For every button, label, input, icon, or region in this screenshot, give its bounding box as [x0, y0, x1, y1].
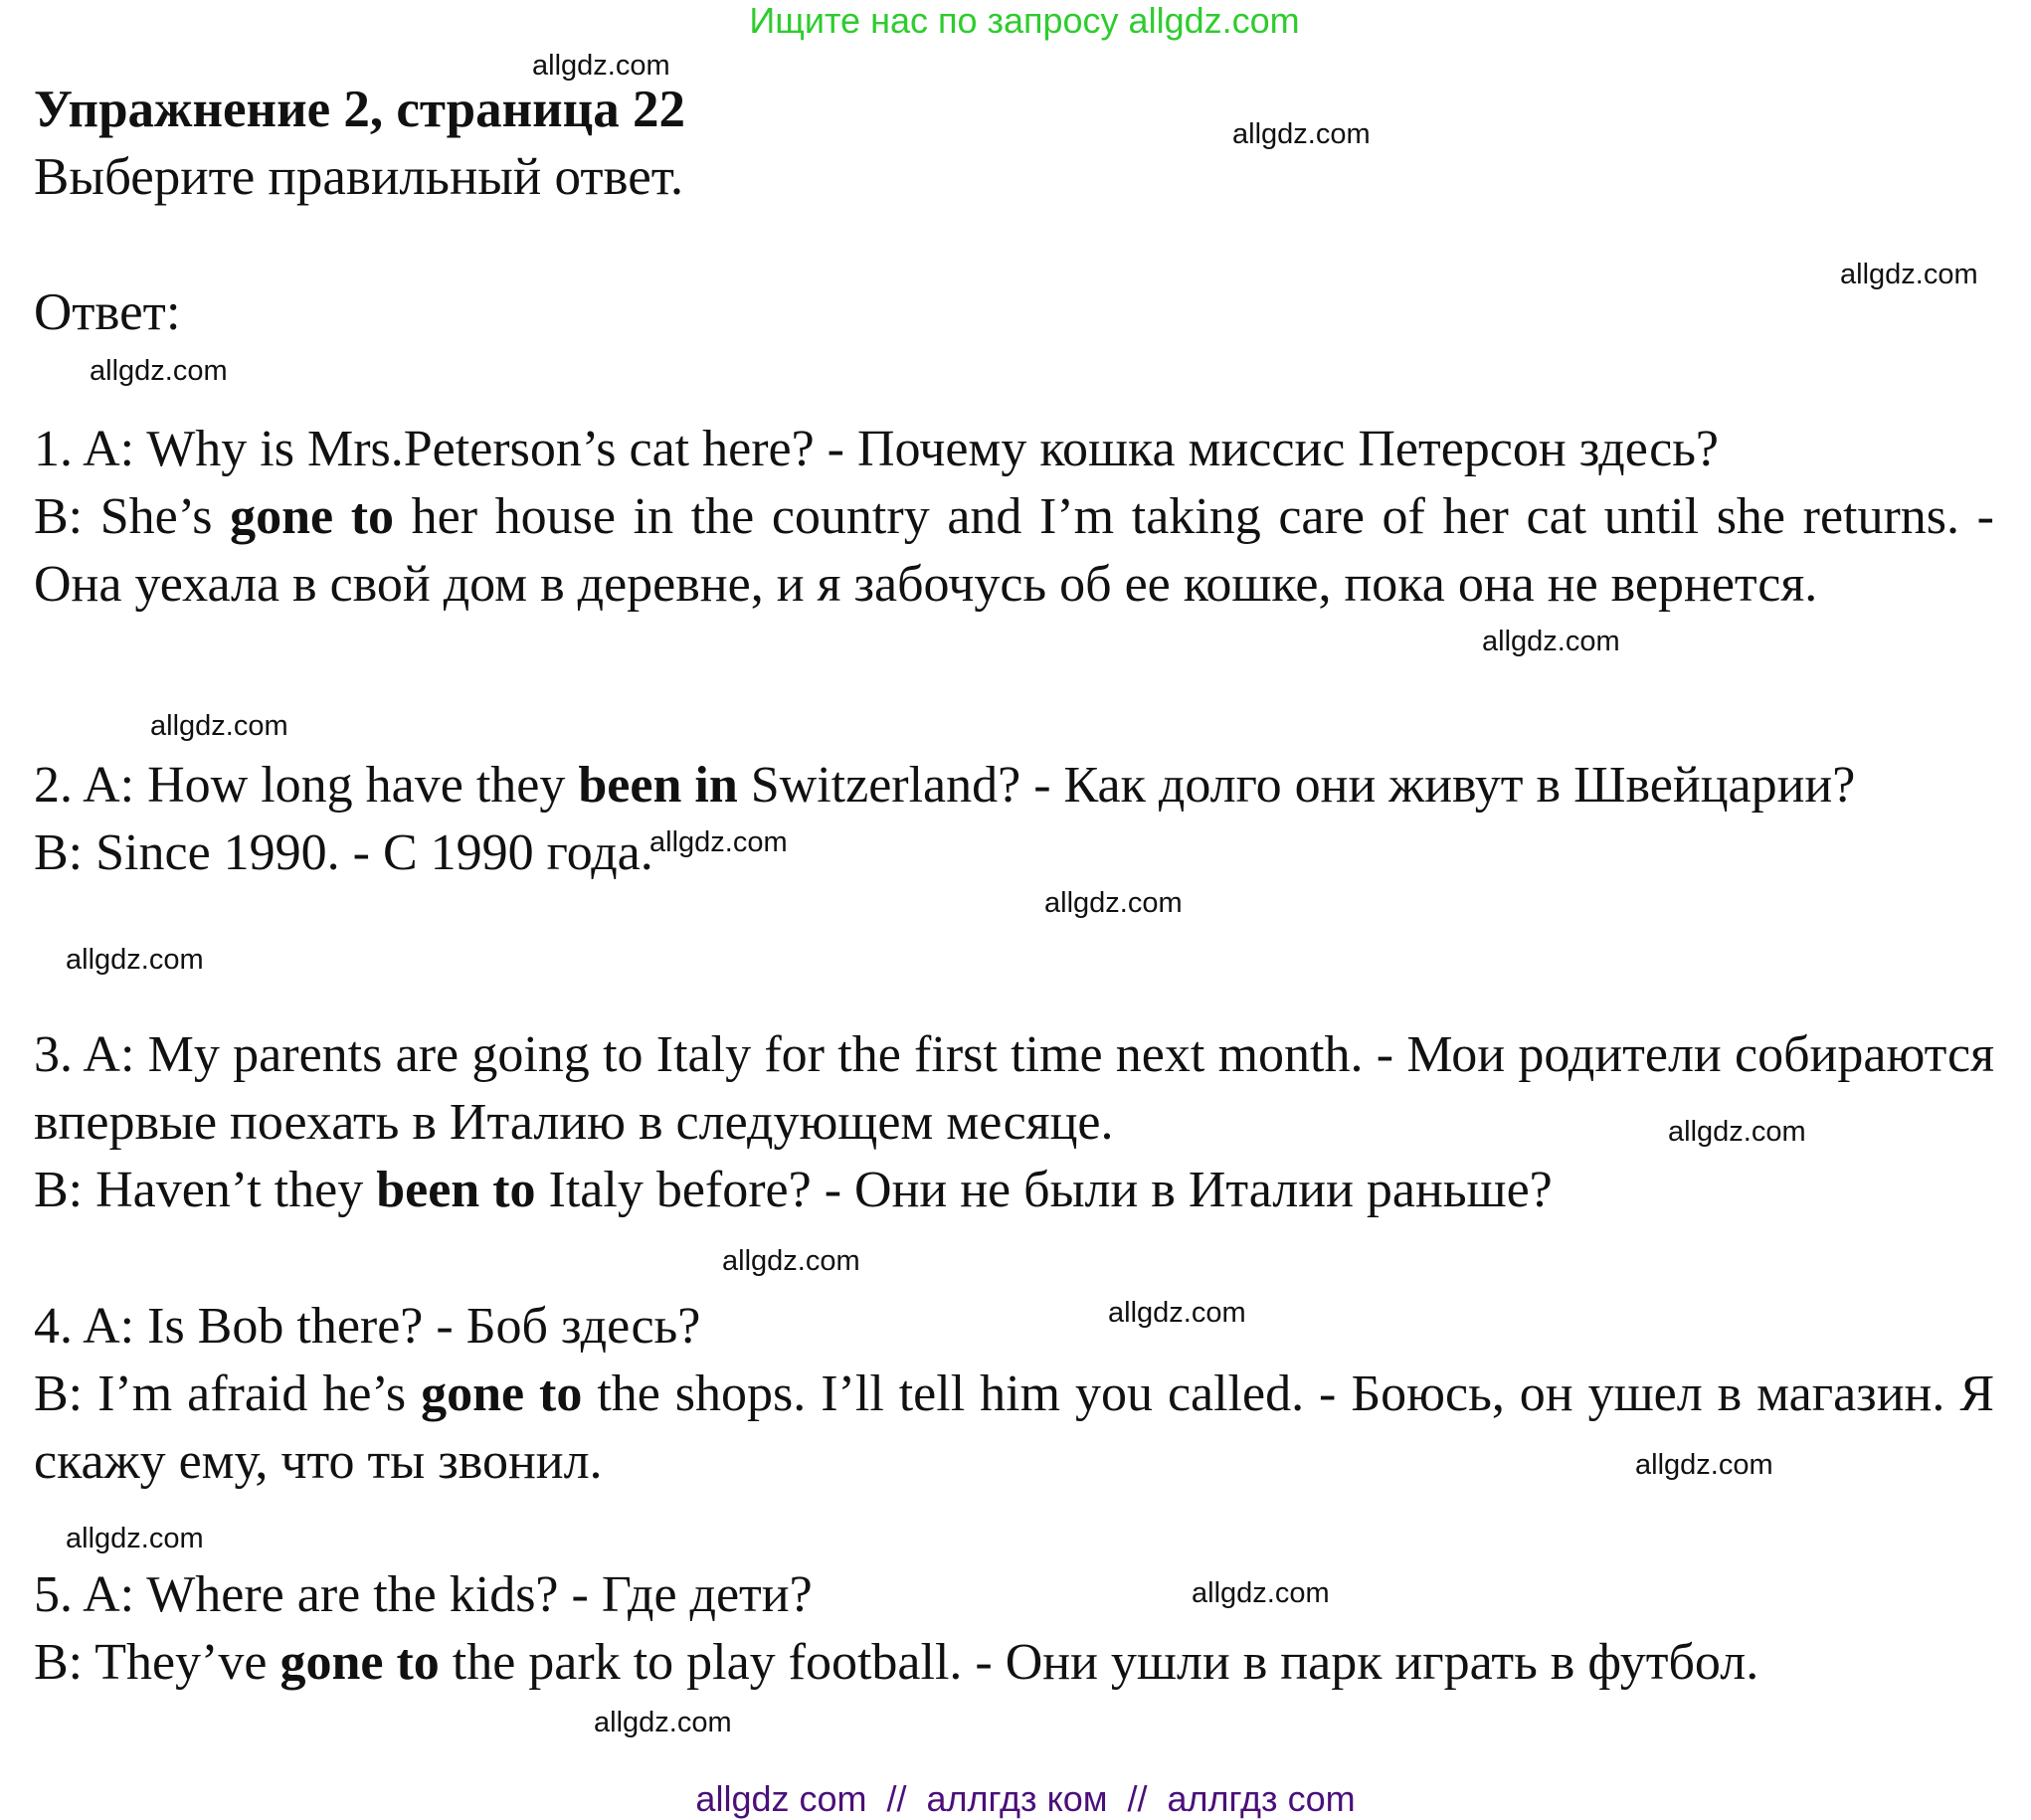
watermark: allgdz.com: [1192, 1577, 1330, 1609]
line-a: 5. A: Where are the kids? - Где дети?: [34, 1566, 813, 1623]
watermark: allgdz.com: [1232, 118, 1371, 150]
line-a: 3. A: My parents are going to Italy for the first time next month. - Мои родители собираются впервые поехать в Италию в следующем месяце.: [34, 1026, 1994, 1151]
line-a: 4. A: Is Bob there? - Боб здесь?: [34, 1298, 701, 1355]
search-banner: Ищите нас по запросу allgdz.com: [749, 0, 1300, 41]
answer-item-2: [34, 752, 1994, 887]
watermark: allgdz.com: [90, 355, 228, 387]
watermark: allgdz.com: [1668, 1116, 1806, 1148]
page-title: Упражнение 2, страница 22: [34, 81, 685, 138]
answer-item-5: [34, 1561, 1994, 1697]
line-b: B: She’s gone to her house in the country and I’m taking care of her cat until she returns. - Она уехала в свой дом в деревне, и я забочусь об ее кошке, пока она не вернется.: [34, 488, 1994, 613]
watermark: allgdz.com: [66, 944, 204, 976]
line-b: B: Since 1990. - С 1990 года.: [34, 824, 653, 881]
watermark: allgdz.com: [1482, 626, 1620, 657]
watermark: allgdz.com: [1108, 1297, 1246, 1329]
watermark: allgdz.com: [532, 50, 670, 82]
line-a: 1. A: Why is Mrs.Peterson’s cat here? - Почему кошка миссис Петерсон здесь?: [34, 421, 1720, 477]
watermark: allgdz.com: [649, 826, 788, 858]
watermark: allgdz.com: [1840, 259, 1978, 290]
watermark: allgdz.com: [722, 1245, 860, 1277]
footer-banner: allgdz com // аллгдз ком // аллгдз com: [695, 1778, 1356, 1819]
line-a: 2. A: How long have they been in Switzerland? - Как долго они живут в Швейцарии?: [34, 757, 1856, 814]
watermark: allgdz.com: [150, 710, 288, 742]
line-b: B: They’ve gone to the park to play football. - Они ушли в парк играть в футбол.: [34, 1634, 1759, 1691]
watermark: allgdz.com: [1044, 887, 1183, 919]
answer-item-1: [34, 416, 1994, 619]
line-b: B: Haven’t they been to Italy before? - Они не были в Италии раньше?: [34, 1162, 1553, 1218]
line-b: B: I’m afraid he’s gone to the shops. I’ll tell him you called. - Боюсь, он ушел в магазин. Я скажу ему, что ты звонил.: [34, 1365, 1994, 1490]
watermark: allgdz.com: [66, 1523, 204, 1554]
watermark: allgdz.com: [1635, 1449, 1773, 1481]
answer-label: Ответ:: [34, 283, 181, 341]
watermark: allgdz.com: [594, 1707, 732, 1738]
instruction: Выберите правильный ответ.: [34, 148, 684, 206]
